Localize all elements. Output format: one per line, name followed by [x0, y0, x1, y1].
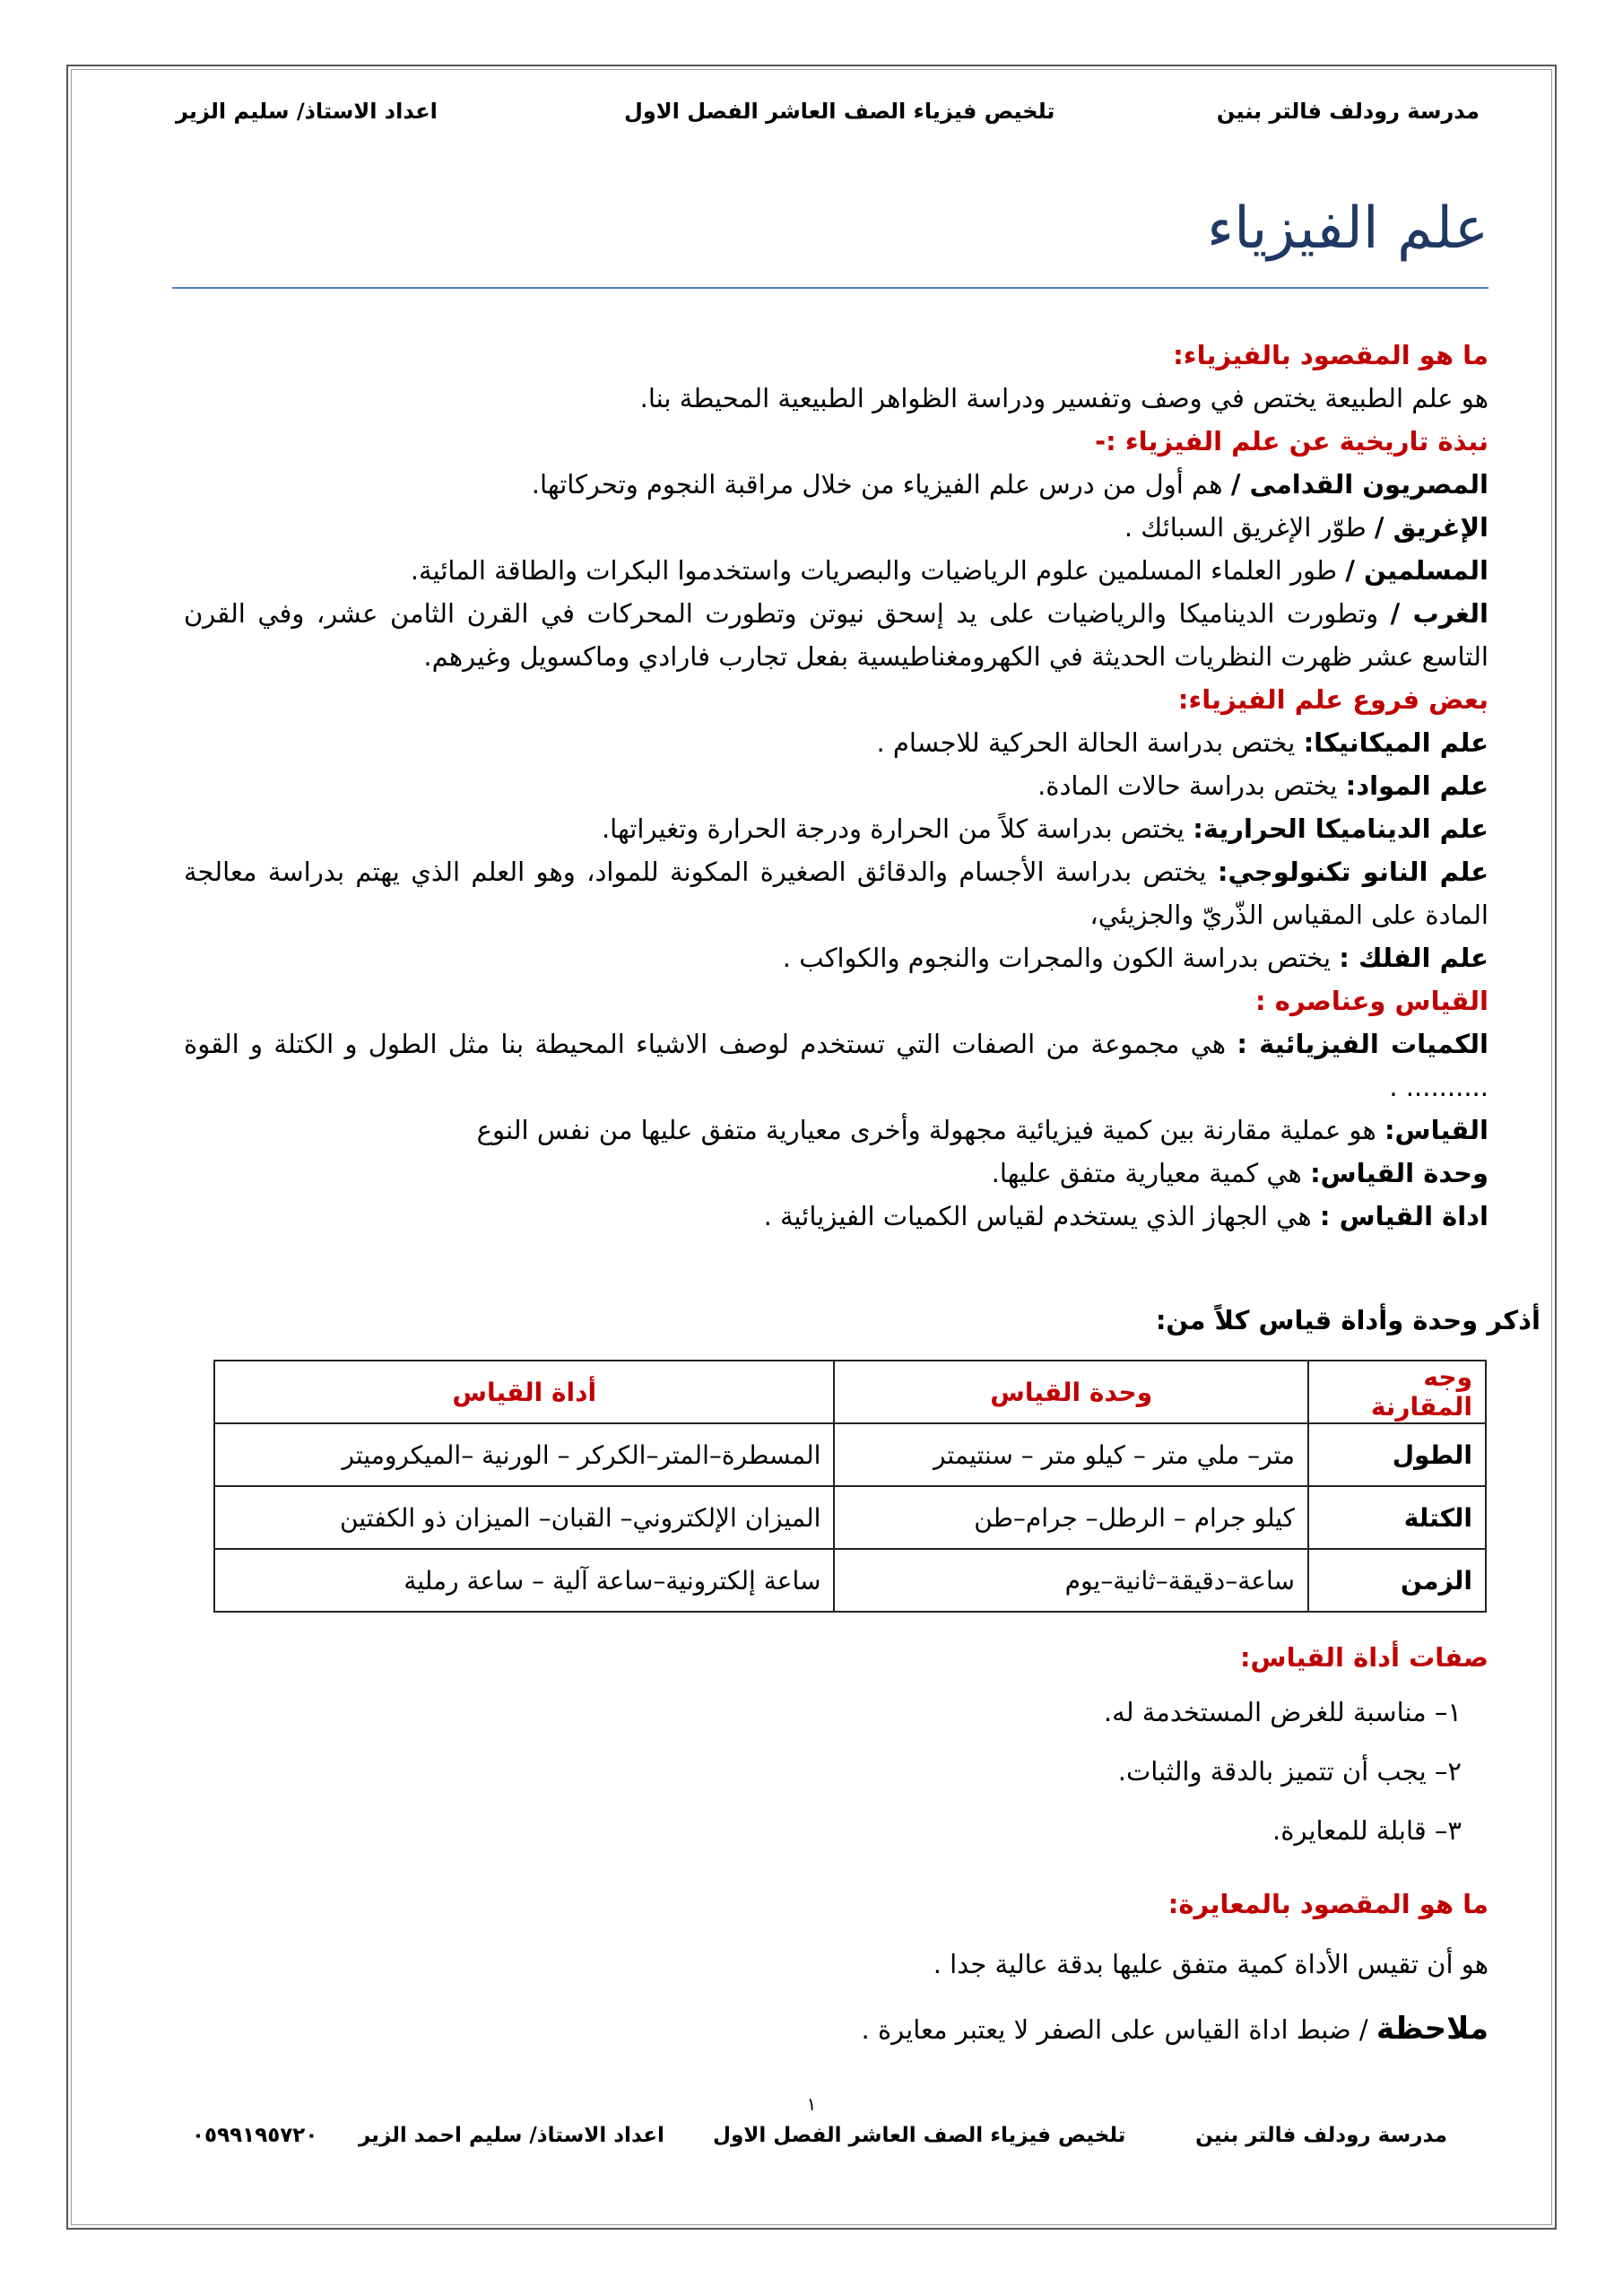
table-header-cell: أداة القياس — [214, 1361, 834, 1423]
measure-item — [184, 1109, 1488, 1152]
branch-term: علم المواد: — [1345, 770, 1488, 801]
branch-text: يختص بدراسة الأجسام والدقائق الصغيرة المكونة للمواد، وهو العلم الذي يهتم بدراسة معالجة المادة على المقياس الذّريّ والجزيئي، — [184, 857, 1488, 930]
branch-item — [184, 721, 1488, 764]
measure-text: هي الجهاز الذي يستخدم لقياس الكميات الفيزيائية . — [763, 1201, 1320, 1231]
header-teacher: اعداد الاستاذ/ سليم الزير — [176, 99, 438, 124]
measure-term: اداة القياس : — [1319, 1201, 1488, 1231]
branch-item — [184, 807, 1488, 850]
branch-item — [184, 850, 1488, 936]
table-row — [214, 1423, 1486, 1486]
history-text: هم أول من درس علم الفيزياء من خلال مراقبة النجوم وتحركاتها. — [531, 469, 1231, 500]
history-text: وتطورت الديناميكا والرياضيات على يد إسحق نيوتن وتطورت المحركات في القرن الثامن عشر، وفي القرن التاسع عشر ظهرت النظريات الحديثة في الكهرومغناطيسية بفعل تجارب فارادي وماكسويل وغيرهم. — [184, 598, 1488, 672]
branch-term: علم الفلك : — [1339, 943, 1488, 973]
table-row-label: الكتلة — [1308, 1486, 1486, 1549]
tool-item: ١– مناسبة للغرض المستخدمة له. — [1103, 1697, 1462, 1727]
calibration-text: هو أن تقيس الأداة كمية متفق عليها بدقة عالية جدا . — [933, 1949, 1488, 1979]
tool-item: ٣– قابلة للمعايرة. — [1272, 1815, 1462, 1846]
measure-text: هي كمية معيارية متفق عليها. — [991, 1158, 1311, 1188]
definition-heading: ما هو المقصود بالفيزياء: — [1173, 340, 1488, 370]
comparison-table — [213, 1360, 1487, 1613]
definition-text: هو علم الطبيعة يختص في وصف وتفسير ودراسة الظواهر الطبيعية المحيطة بنا. — [639, 383, 1488, 413]
history-item — [184, 592, 1488, 678]
table-cell: الميزان الإلكتروني– القبان– الميزان ذو الكفتين — [214, 1486, 834, 1549]
page-title: علم الفيزياء — [1207, 196, 1488, 262]
footer-teacher: اعداد الاستاذ/ سليم احمد الزير — [359, 2124, 664, 2147]
history-item — [184, 506, 1488, 549]
history-term: الغرب / — [1390, 598, 1488, 629]
tool-traits — [184, 1632, 1488, 1860]
branch-item — [184, 936, 1488, 979]
branch-text: يختص بدراسة الحالة الحركية للاجسام . — [876, 727, 1304, 758]
header-subject: تلخيص فيزياء الصف العاشر الفصل الاول — [624, 99, 1055, 124]
measure-item — [184, 1152, 1488, 1195]
history-heading: نبذة تاريخية عن علم الفيزياء :- — [1095, 426, 1488, 457]
history-text: طوّر الإغريق السبائك . — [1124, 512, 1375, 543]
table-cell: ساعة إلكترونية–ساعة آلية – ساعة رملية — [214, 1549, 834, 1612]
history-item — [184, 549, 1488, 592]
page-number: ١ — [806, 2093, 817, 2115]
calibration-section — [184, 1879, 1488, 2059]
table-row — [214, 1486, 1486, 1549]
header-school: مدرسة رودلف فالتر بنين — [1216, 99, 1480, 124]
footer-subject: تلخيص فيزياء الصف العاشر الفصل الاول — [713, 2124, 1126, 2147]
history-term: المصريون القدامى / — [1230, 469, 1488, 500]
branch-term: علم النانو تكنولوجي: — [1217, 857, 1489, 887]
title-divider — [172, 287, 1488, 289]
measure-term: وحدة القياس: — [1310, 1158, 1488, 1188]
footer-phone: ٠٥٩٩١٩٥٧٢٠ — [192, 2124, 318, 2147]
measure-item — [184, 1195, 1488, 1238]
history-term: المسلمين / — [1345, 555, 1488, 586]
branch-term: علم الميكانيكا: — [1303, 727, 1488, 758]
main-content — [184, 334, 1488, 1238]
measure-text: هو عملية مقارنة بين كمية فيزيائية مجهولة وأخرى معيارية متفق عليها من نفس النوع — [476, 1115, 1384, 1145]
table-header-cell: وجه المقارنة — [1308, 1361, 1486, 1423]
history-text: طور العلماء المسلمين علوم الرياضيات والبصريات واستخدموا البكرات والطاقة المائية. — [410, 555, 1346, 586]
tool-item: ٢– يجب أن تتميز بالدقة والثبات. — [1117, 1756, 1462, 1787]
table-row-label: الطول — [1308, 1423, 1486, 1486]
note — [184, 1999, 1488, 2059]
measure-item — [184, 1022, 1488, 1109]
branch-text: يختص بدراسة الكون والمجرات والنجوم والكواكب . — [782, 943, 1340, 973]
calibration-heading: ما هو المقصود بالمعايرة: — [1167, 1889, 1488, 1919]
history-item — [184, 463, 1488, 506]
table-cell: المسطرة–المتر–الكركر – الورنية –الميكروميتر — [214, 1423, 834, 1486]
table-question: أذكر وحدة وأداة قياس كلاً من: — [1155, 1305, 1541, 1335]
branches-heading: بعض فروع علم الفيزياء: — [1177, 684, 1488, 715]
table-row-label: الزمن — [1308, 1549, 1486, 1612]
branch-item — [184, 764, 1488, 807]
table-header-cell: وحدة القياس — [834, 1361, 1308, 1423]
note-term: ملاحظة — [1376, 2011, 1488, 2047]
table-cell: متر– ملي متر – كيلو متر – سنتيمتر — [834, 1423, 1308, 1486]
branch-term: علم الديناميكا الحرارية: — [1193, 813, 1488, 844]
table-header-row — [214, 1361, 1486, 1423]
branch-text: يختص بدراسة حالات المادة. — [1037, 770, 1346, 801]
note-text: / ضبط اداة القياس على الصفر لا يعتبر معايرة . — [861, 2014, 1376, 2045]
table-cell: ساعة–دقيقة–ثانية–يوم — [834, 1549, 1308, 1612]
history-term: الإغريق / — [1374, 512, 1488, 543]
footer-school: مدرسة رودلف فالتر بنين — [1195, 2124, 1447, 2147]
measure-term: الكميات الفيزيائية : — [1237, 1029, 1488, 1059]
tool-heading: صفات أداة القياس: — [1239, 1642, 1488, 1673]
table-cell: كيلو جرام – الرطل– جرام–طن — [834, 1486, 1308, 1549]
table-row — [214, 1549, 1486, 1612]
measure-term: القياس: — [1384, 1115, 1488, 1145]
measure-text: هي مجموعة من الصفات التي تستخدم لوصف الاشياء المحيطة بنا مثل الطول و الكتلة و القوة .......... . — [184, 1029, 1488, 1102]
branch-text: يختص بدراسة كلاً من الحرارة ودرجة الحرارة وتغيراتها. — [601, 813, 1193, 844]
measure-heading: القياس وعناصره : — [1255, 986, 1488, 1016]
